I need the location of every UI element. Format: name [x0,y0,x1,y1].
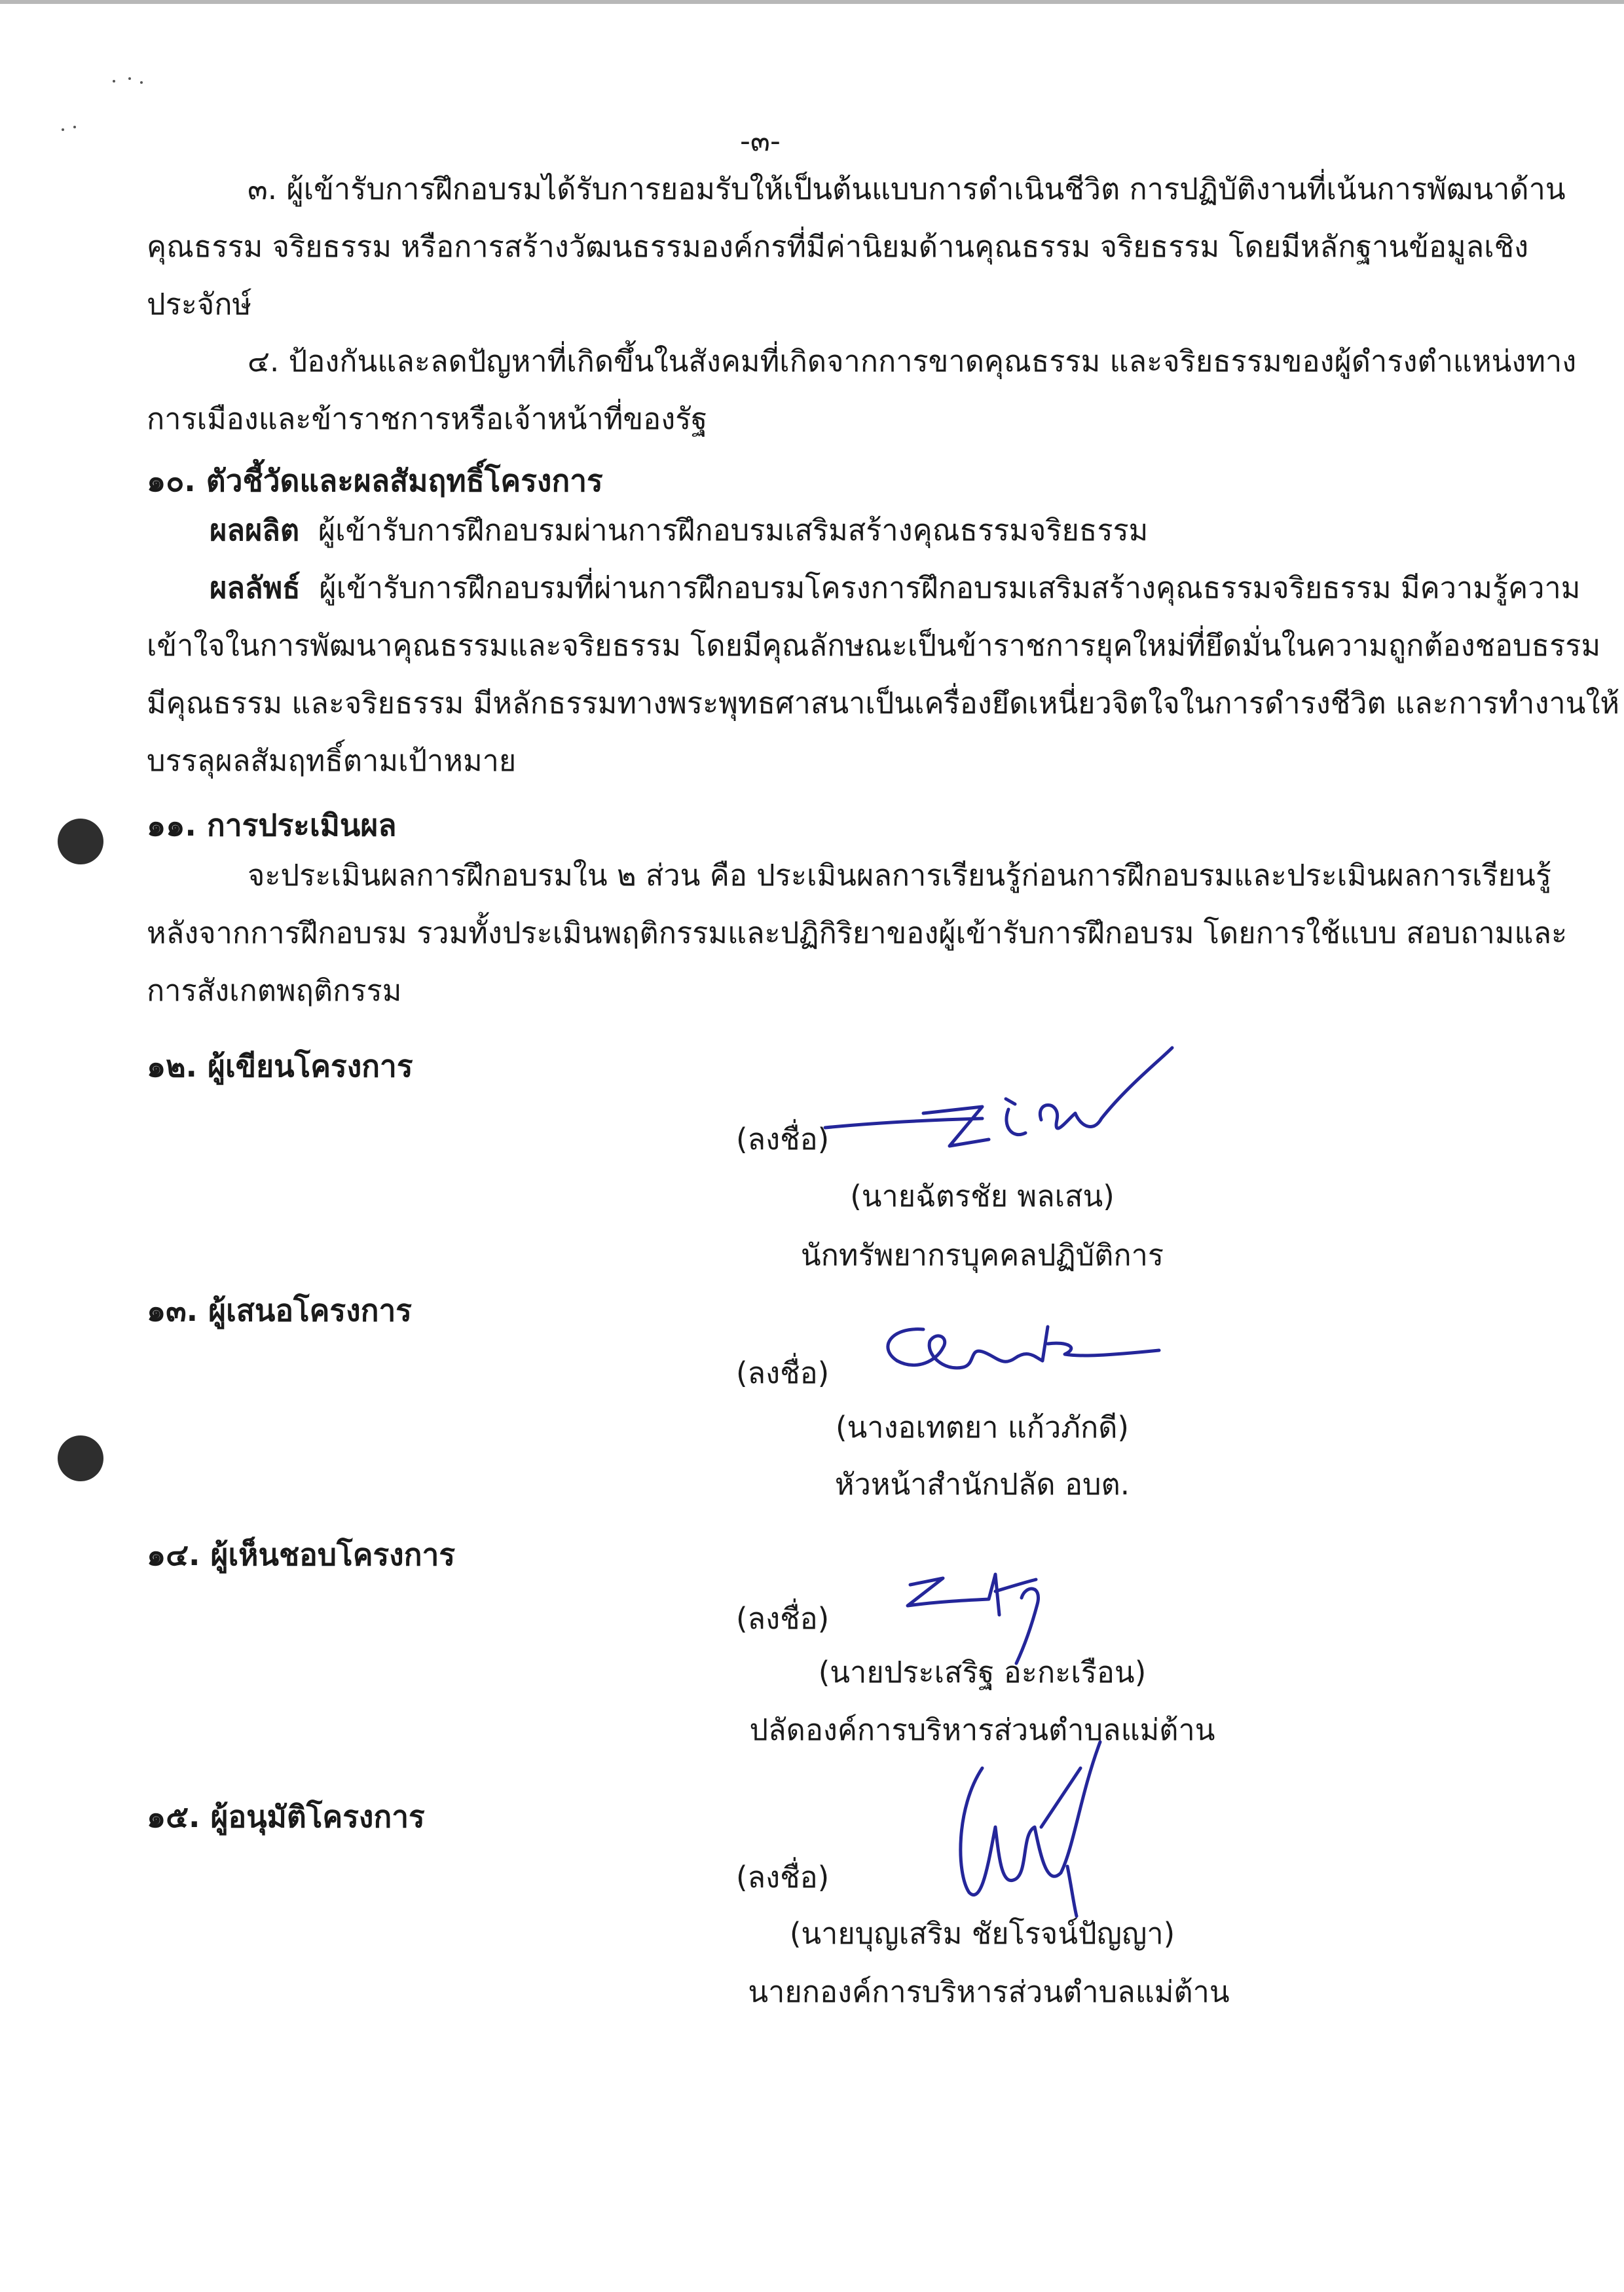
item-3-line: ประจักษ์ [147,287,252,322]
outcome-text: ผู้เข้ารับการฝึกอบรมที่ผ่านการฝึกอบรมโครงการฝึกอบรมเสริมสร้างคุณธรรมจริยธรรม มีความรู้ความ [319,570,1581,605]
signer-name: (นายฉัตรชัย พลเสน) [850,1179,1115,1213]
output-label: ผลผลิต [210,513,300,547]
section-11-body [147,847,1568,1020]
handwritten-signature [871,1315,1172,1394]
section-10-heading: ๑๐. ตัวชี้วัดและผลสัมฤทธิ์โครงการ [147,463,603,498]
item-4-paragraph [147,333,1577,448]
outcome-label: ผลลัพธ์ [210,570,301,605]
signer-position: หัวหน้าสำนักปลัด อบต. [834,1467,1130,1502]
page-number: -๓- [740,124,781,158]
section-10-body [147,502,1620,790]
signer-name: (นายประเสริฐ อะกะเรือน) [818,1655,1147,1690]
handwritten-signature [819,1041,1185,1166]
section-11-heading: ๑๑. การประเมินผล [147,807,397,843]
item-3-line: ๓. ผู้เข้ารับการฝึกอบรมได้รับการยอมรับให้เป็นต้นแบบการดำเนินชีวิต การปฏิบัติงานที่เน้นการพัฒนาด้าน [248,172,1566,206]
punch-hole [58,1435,103,1481]
item-3-line: คุณธรรม จริยธรรม หรือการสร้างวัฒนธรรมองค์กรที่มีค่านิยมด้านคุณธรรม จริยธรรม โดยมีหลักฐานข้อมูลเชิง [147,229,1529,264]
signer-name: (นางอเทตยา แก้วภักดี) [835,1410,1129,1445]
outcome-line: เข้าใจในการพัฒนาคุณธรรมและจริยธรรม โดยมีคุณลักษณะเป็นข้าราชการยุคใหม่ที่ยึดมั่นในความถูกต้องชอบธรรม [147,628,1601,663]
section-11-line: จะประเมินผลการฝึกอบรมใน ๒ ส่วน คือ ประเมินผลการเรียนรู้ก่อนการฝึกอบรมและประเมินผลการเรียนรู้ [248,858,1552,893]
scan-speck [140,81,143,84]
section-14-heading: ๑๔. ผู้เห็นชอบโครงการ [147,1537,456,1572]
punch-hole [58,819,103,864]
scan-speck [73,126,76,128]
signer-position: นายกองค์การบริหารส่วนตำบลแม่ต้าน [748,1974,1230,2009]
scan-speck [62,128,64,131]
scan-speck [113,80,115,83]
section-11-line: หลังจากการฝึกอบรม รวมทั้งประเมินพฤติกรรมและปฏิกิริยาของผู้เข้ารับการฝึกอบรม โดยการใช้แบบ สอบถามและ [147,915,1568,950]
handwritten-signature [943,1729,1113,1919]
scan-top-edge [0,0,1624,4]
output-text: ผู้เข้ารับการฝึกอบรมผ่านการฝึกอบรมเสริมสร้างคุณธรรมจริยธรรม [318,513,1149,547]
item-4-line: การเมืองและข้าราชการหรือเจ้าหน้าที่ของรัฐ [147,401,708,436]
item-4-line: ๔. ป้องกันและลดปัญหาที่เกิดขึ้นในสังคมที่เกิดจากการขาดคุณธรรม และจริยธรรมของผู้ดำรงตำแหน่งทาง [248,344,1577,379]
output-line [147,502,1469,559]
signer-position: ปลัดองค์การบริหารส่วนตำบลแม่ต้าน [749,1712,1215,1747]
section-13-heading: ๑๓. ผู้เสนอโครงการ [147,1293,412,1328]
signer-position: นักทรัพยากรบุคคลปฏิบัติการ [800,1238,1164,1272]
sign-label: (ลงชื่อ) [736,1860,830,1895]
signer-name: (นายบุญเสริม ชัยโรจน์ปัญญา) [789,1916,1175,1951]
sign-label: (ลงชื่อ) [736,1601,830,1636]
scan-speck [128,77,131,80]
outcome-line: มีคุณธรรม และจริยธรรม มีหลักธรรมทางพระพุทธศาสนาเป็นเครื่องยึดเหนี่ยวจิตใจในการดำรงชีวิต และการทำงานให้ [147,686,1620,720]
sign-label: (ลงชื่อ) [736,1122,830,1156]
sign-label: (ลงชื่อ) [736,1356,830,1390]
outcome-line [147,559,1581,617]
section-15-heading: ๑๕. ผู้อนุมัติโครงการ [147,1799,425,1834]
item-3-paragraph [147,160,1566,333]
section-12-heading: ๑๒. ผู้เขียนโครงการ [147,1048,413,1084]
outcome-line: บรรลุผลสัมฤทธิ์ตามเป้าหมาย [147,743,517,778]
section-11-line: การสังเกตพฤติกรรม [147,973,402,1008]
